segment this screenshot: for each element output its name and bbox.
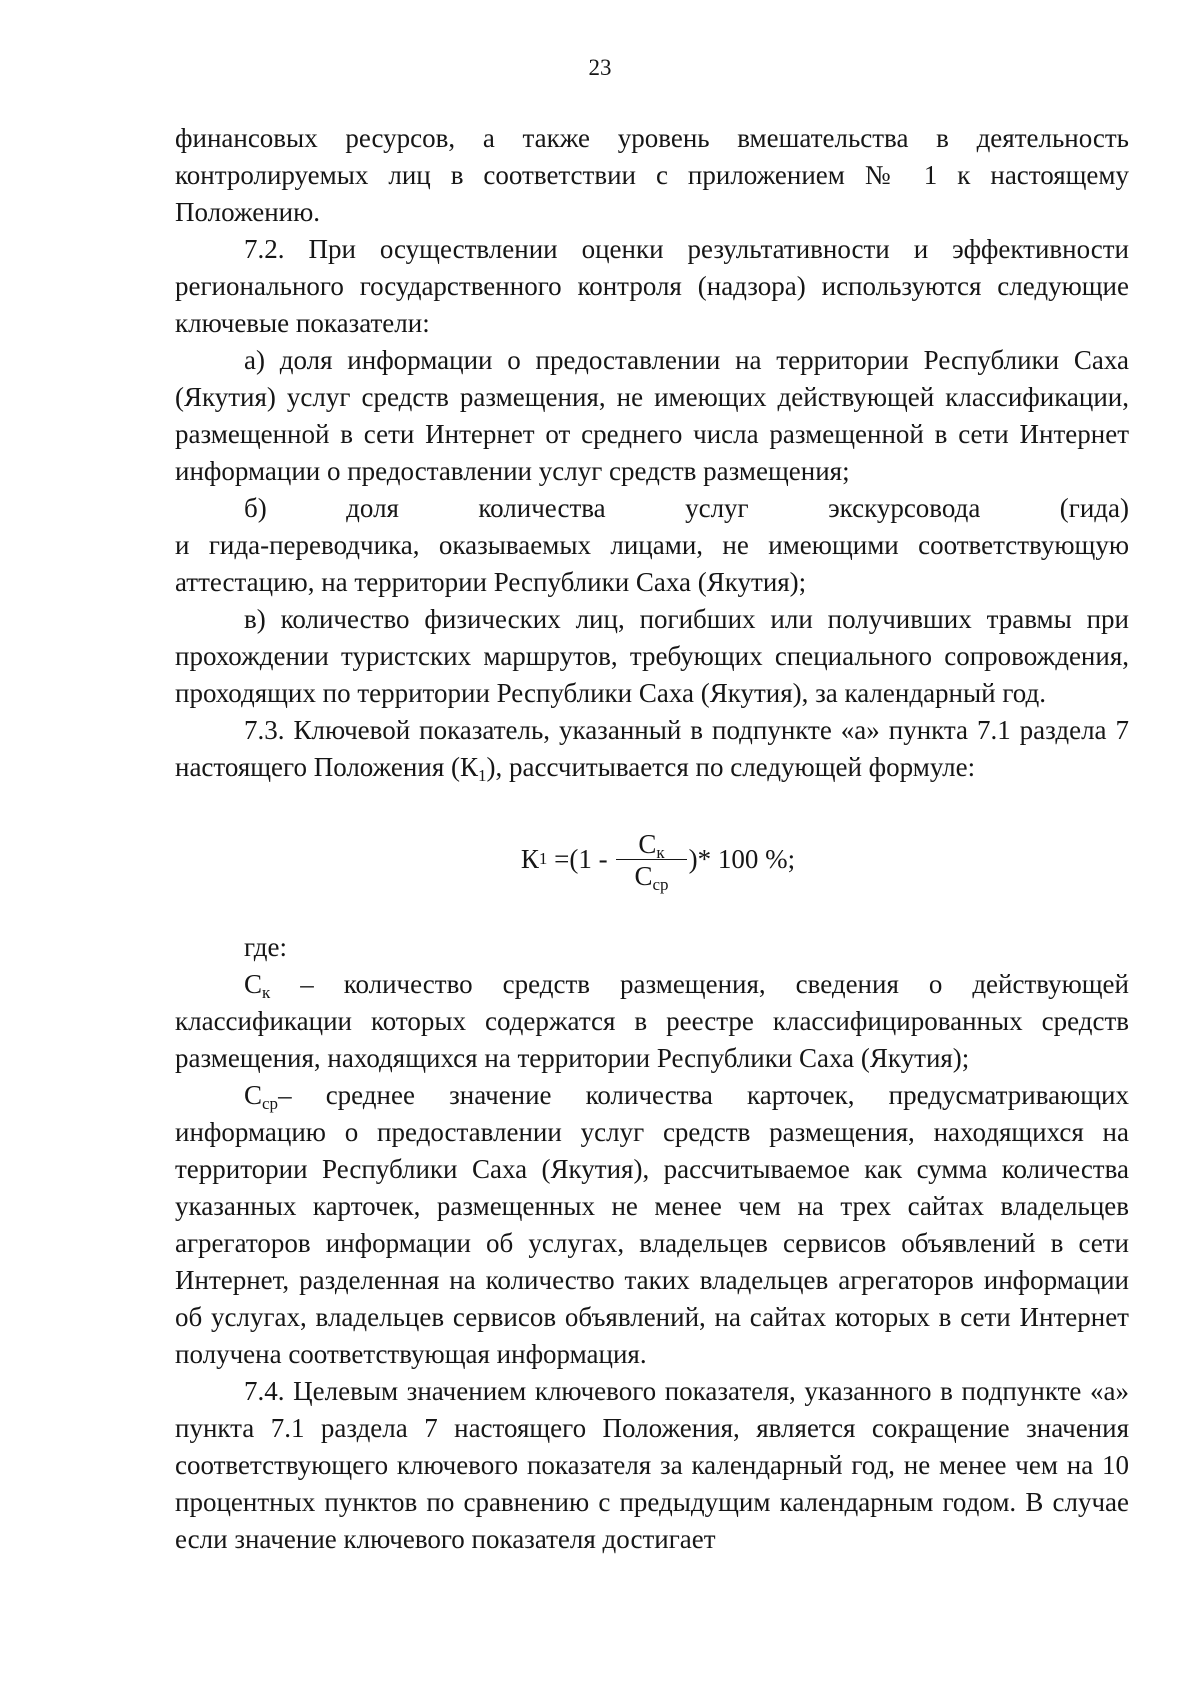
formula-close: )* 100 %; <box>688 843 796 874</box>
paragraph-7-3-text-b: ), рассчитывается по следующей формуле: <box>486 752 976 782</box>
definition-csr <box>175 1077 1129 1373</box>
paragraph-7-4: 7.4. Целевым значением ключевого показателя, указанного в подпункте «а» пункта 7.1 раздела 7 настоящего Положения, является сокращение значения соответствующего ключевого показателя за календарный год, не менее чем на 10 процентных пунктов по сравнению с предыдущим календарным годом. В случае если значение ключевого показателя достигает <box>175 1376 1129 1554</box>
paragraph-item-v: в) количество физических лиц, погибших или получивших травмы при прохождении туристских маршрутов, требующих специального сопровождения, проходящих по территории Республики Саха (Якутия), за календарный год. <box>175 604 1129 708</box>
where-label: где: <box>244 932 287 962</box>
paragraph-continuation: финансовых ресурсов, а также уровень вмешательства в деятельность контролируемых лиц в соответствии с приложением № 1 к настоящему Положению. <box>175 123 1129 227</box>
ck-subscript: к <box>262 983 271 1002</box>
paragraph-7-3-text-a: 7.3. Ключевой показатель, указанный в подпункте «а» пункта 7.1 раздела 7 настоящего Положения (К <box>175 715 1129 782</box>
ck-symbol: С <box>244 969 263 999</box>
formula-k1: К 1 =(1 - $\frac{С_к}{С_{ср}}$ )* 100 %; <box>520 828 796 894</box>
definition-ck <box>175 966 1129 1077</box>
denominator-symbol: С <box>634 860 653 891</box>
paragraph-7-3 <box>175 712 1129 786</box>
paragraph-item-b-first-line: б) доля количества услуг экскурсовода (гида) <box>244 493 1129 523</box>
formula-denominator <box>618 860 684 892</box>
csr-subscript: ср <box>262 1094 279 1113</box>
formula-open: =(1 - <box>547 843 615 874</box>
csr-definition-text: – среднее значение количества карточек, предусматривающих информацию о предоставлении услуг средств размещения, находящихся на территории Республики Саха (Якутия), рассчитываемое как сумма количества указанных карточек, размещенных не менее чем на трех сайтах владельцев агрегаторов информации об услугах, владельцев сервисов объявлений в сети Интернет, разделенная на количество таких владельцев агрегаторов информации об услугах, владельцев сервисов объявлений, на сайтах которых в сети Интернет получена соответствующая информация. <box>175 1080 1129 1369</box>
ck-definition-text: – количество средств размещения, сведения о действующей классификации которых содержатся в реестре классифицированных средств размещения, находящихся на территории Республики Саха (Якутия); <box>175 969 1129 1073</box>
denominator-subscript: ср <box>652 874 669 894</box>
formula-fraction <box>616 829 686 892</box>
page-number: 23 <box>588 55 612 80</box>
document-body <box>175 120 1129 1558</box>
csr-symbol: С <box>244 1080 263 1110</box>
numerator-symbol: С <box>638 828 657 859</box>
paragraph-item-b-rest: и гида-переводчика, оказываемых лицами, не имеющими соответствующую аттестацию, на территории Республики Саха (Якутия); <box>175 530 1129 597</box>
k1-subscript: 1 <box>478 766 487 785</box>
paragraph-item-a: а) доля информации о предоставлении на территории Республики Саха (Якутия) услуг средств размещения, не имеющих действующей классификации, размещенной в сети Интернет от среднего числа размещенной в сети Интернет информации о предоставлении услуг средств размещения; <box>175 345 1129 486</box>
numerator-subscript: к <box>656 842 665 862</box>
formula-numerator <box>616 829 686 860</box>
paragraph-7-2: 7.2. При осуществлении оценки результативности и эффективности регионального государственного контроля (надзора) используются следующие ключевые показатели: <box>175 234 1129 338</box>
formula-lhs: К <box>520 843 539 874</box>
